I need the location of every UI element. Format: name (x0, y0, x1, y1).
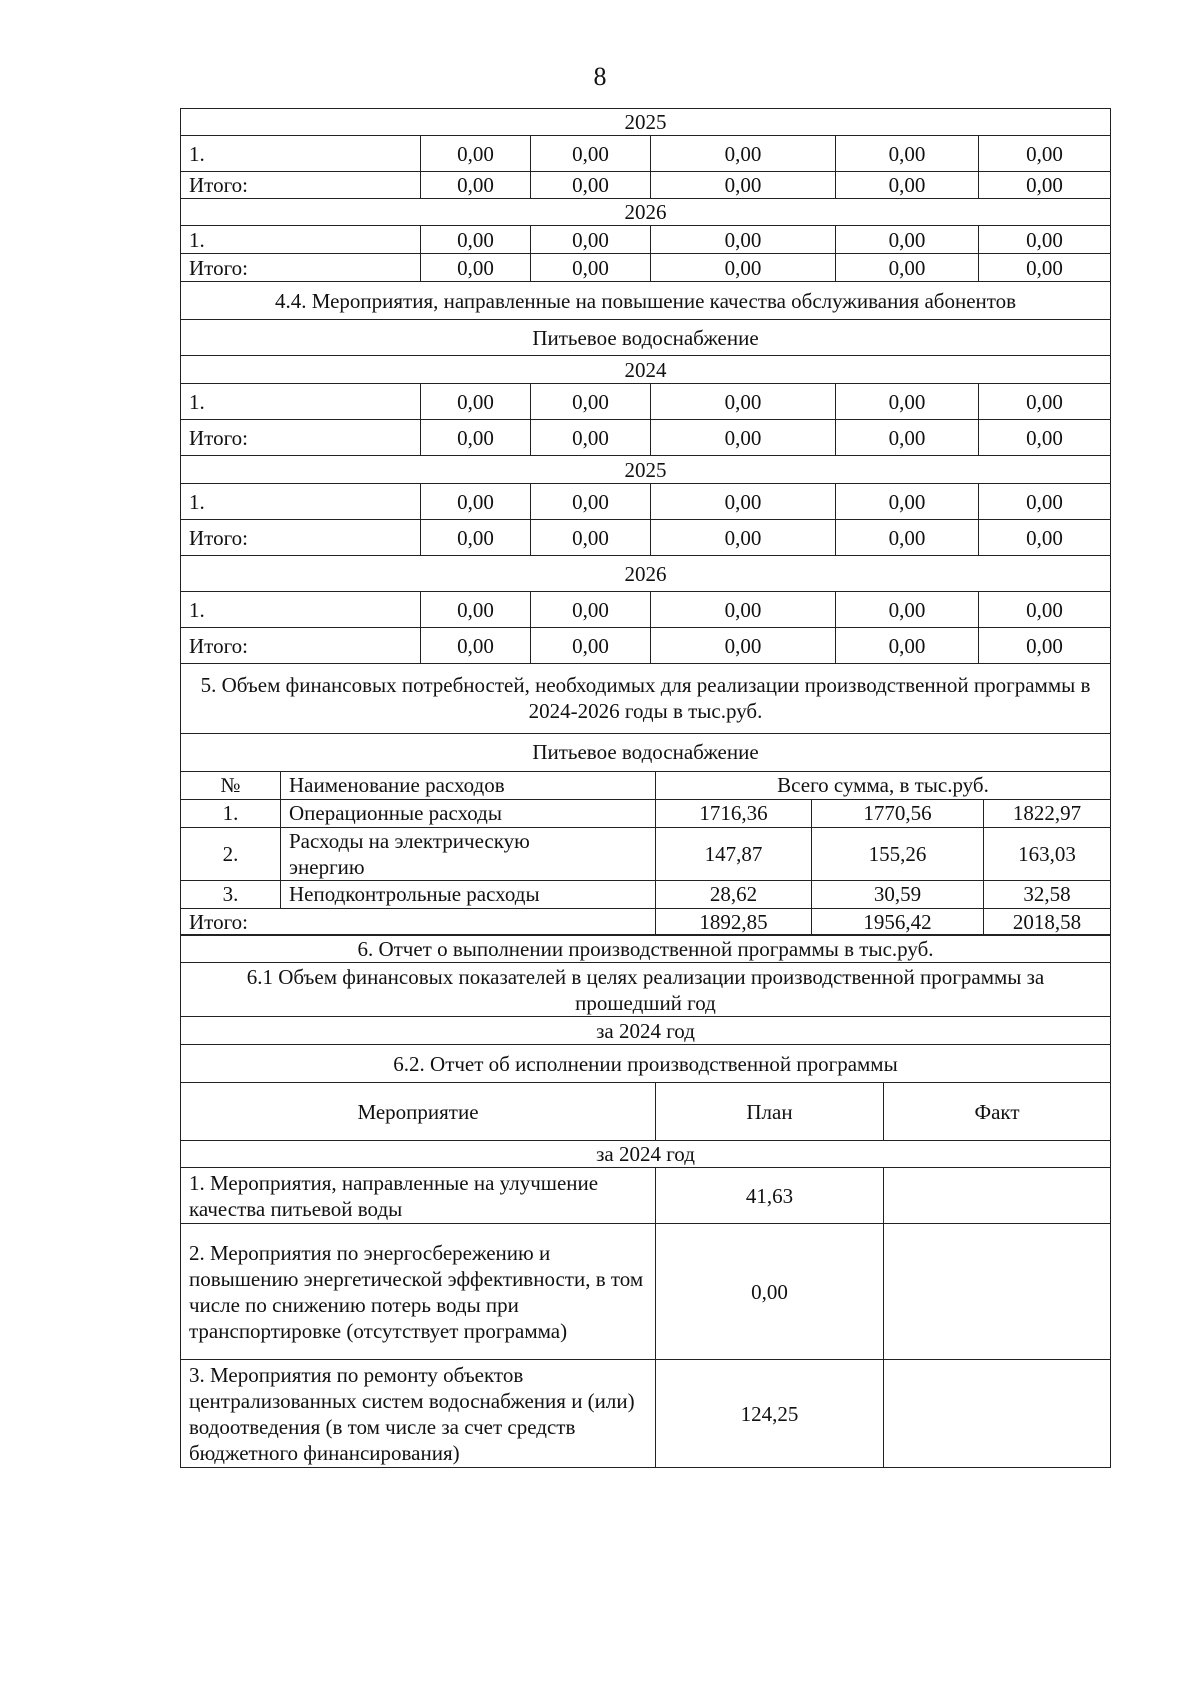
total-value-2024: 1892,85 (656, 908, 812, 935)
value-cell: 0,00 (836, 420, 979, 456)
value-cell: 0,00 (836, 384, 979, 420)
value-cell: 0,00 (421, 384, 531, 420)
value-cell: 0,00 (979, 254, 1111, 282)
value-cell: 0,00 (421, 136, 531, 172)
value-cell: 0,00 (651, 136, 836, 172)
value-cell: 0,00 (421, 172, 531, 199)
measure-name: 3. Мероприятия по ремонту объектов централизованных систем водоснабжения и (или) водоотведения (в том числе за счет средств бюджетного финансирования) (181, 1360, 656, 1468)
value-cell: 0,00 (979, 592, 1111, 628)
value-cell: 0,00 (421, 420, 531, 456)
year-heading: 2026 (181, 556, 1111, 592)
value-cell: 0,00 (651, 384, 836, 420)
value-cell: 0,00 (531, 628, 651, 664)
value-cell: 0,00 (836, 628, 979, 664)
item-number: 1. (181, 484, 421, 520)
value-cell: 0,00 (836, 254, 979, 282)
section-5-subtitle: Питьевое водоснабжение (181, 733, 1111, 771)
header-name: Наименование расходов (281, 771, 656, 799)
value-cell: 0,00 (531, 592, 651, 628)
header-measure: Мероприятие (181, 1083, 656, 1141)
value-cell: 0,00 (836, 484, 979, 520)
value-cell: 0,00 (836, 172, 979, 199)
total-value-2025: 1956,42 (812, 908, 984, 935)
section-6-1-year: за 2024 год (181, 1017, 1111, 1045)
item-number: 1. (181, 226, 421, 254)
value-cell: 0,00 (836, 136, 979, 172)
header-num: № (181, 771, 281, 799)
total-label: Итого: (181, 420, 421, 456)
year-heading: 2025 (181, 109, 1111, 136)
row-value-2024: 147,87 (656, 827, 812, 880)
value-cell: 0,00 (836, 520, 979, 556)
section-4-4-subtitle: Питьевое водоснабжение (181, 320, 1111, 356)
total-value-2026: 2018,58 (984, 908, 1111, 935)
value-cell: 0,00 (421, 520, 531, 556)
row-value-2025: 155,26 (812, 827, 984, 880)
table-section-6 (180, 934, 1111, 1468)
row-value-2025: 30,59 (812, 880, 984, 908)
value-cell: 0,00 (531, 420, 651, 456)
total-label: Итого: (181, 628, 421, 664)
measure-name: 2. Мероприятия по энергосбережению и повышению энергетической эффективности, в том числе по снижению потерь воды при транспортировке (отсутствует программа) (181, 1224, 656, 1360)
value-cell: 0,00 (531, 254, 651, 282)
value-cell: 0,00 (651, 254, 836, 282)
row-value-2025: 1770,56 (812, 799, 984, 827)
value-cell: 0,00 (421, 226, 531, 254)
value-cell: 0,00 (979, 384, 1111, 420)
value-cell: 0,00 (421, 628, 531, 664)
item-number: 1. (181, 384, 421, 420)
total-label: Итого: (181, 172, 421, 199)
row-value-2026: 163,03 (984, 827, 1111, 880)
fact-value (884, 1168, 1111, 1224)
plan-value: 124,25 (656, 1360, 884, 1468)
row-value-2026: 1822,97 (984, 799, 1111, 827)
section-4-4-title: 4.4. Мероприятия, направленные на повышение качества обслуживания абонентов (181, 282, 1111, 320)
section-6-2-year: за 2024 год (181, 1141, 1111, 1168)
value-cell: 0,00 (531, 484, 651, 520)
section-6-1-title: 6.1 Объем финансовых показателей в целях реализации производственной программы за прошедший год (181, 963, 1111, 1017)
value-cell: 0,00 (651, 226, 836, 254)
value-cell: 0,00 (979, 226, 1111, 254)
row-num: 1. (181, 799, 281, 827)
item-number: 1. (181, 136, 421, 172)
plan-value: 0,00 (656, 1224, 884, 1360)
section-6-2-title: 6.2. Отчет об исполнении производственной программы (181, 1045, 1111, 1083)
table-section-5 (180, 663, 1111, 936)
measure-name: 1. Мероприятия, направленные на улучшение качества питьевой воды (181, 1168, 656, 1224)
year-heading: 2024 (181, 356, 1111, 384)
value-cell: 0,00 (651, 520, 836, 556)
total-label: Итого: (181, 908, 656, 935)
value-cell: 0,00 (651, 592, 836, 628)
row-num: 3. (181, 880, 281, 908)
row-value-2024: 1716,36 (656, 799, 812, 827)
value-cell: 0,00 (979, 484, 1111, 520)
value-cell: 0,00 (651, 172, 836, 199)
year-heading: 2026 (181, 199, 1111, 226)
row-name: Операционные расходы (281, 799, 656, 827)
value-cell: 0,00 (531, 226, 651, 254)
fact-value (884, 1360, 1111, 1468)
value-cell: 0,00 (979, 420, 1111, 456)
row-name: Расходы на электрическую энергию (281, 827, 656, 880)
value-cell: 0,00 (421, 484, 531, 520)
table-block-a (180, 108, 1111, 664)
value-cell: 0,00 (531, 384, 651, 420)
value-cell: 0,00 (531, 520, 651, 556)
value-cell: 0,00 (421, 592, 531, 628)
header-plan: План (656, 1083, 884, 1141)
plan-value: 41,63 (656, 1168, 884, 1224)
row-name: Неподконтрольные расходы (281, 880, 656, 908)
value-cell: 0,00 (651, 628, 836, 664)
value-cell: 0,00 (979, 520, 1111, 556)
total-label: Итого: (181, 520, 421, 556)
section-5-title: 5. Объем финансовых потребностей, необходимых для реализации производственной программы в 2024-2026 годы в тыс.руб. (181, 663, 1111, 733)
value-cell: 0,00 (421, 254, 531, 282)
header-total-sum: Всего сумма, в тыс.руб. (656, 771, 1111, 799)
value-cell: 0,00 (979, 628, 1111, 664)
value-cell: 0,00 (531, 172, 651, 199)
value-cell: 0,00 (651, 484, 836, 520)
fact-value (884, 1224, 1111, 1360)
row-value-2026: 32,58 (984, 880, 1111, 908)
document-table-frame (180, 108, 1110, 1468)
value-cell: 0,00 (836, 226, 979, 254)
row-num: 2. (181, 827, 281, 880)
header-fact: Факт (884, 1083, 1111, 1141)
value-cell: 0,00 (979, 172, 1111, 199)
value-cell: 0,00 (651, 420, 836, 456)
value-cell: 0,00 (531, 136, 651, 172)
section-6-title: 6. Отчет о выполнении производственной программы в тыс.руб. (181, 935, 1111, 963)
year-heading: 2025 (181, 456, 1111, 484)
page-number: 8 (593, 62, 607, 91)
item-number: 1. (181, 592, 421, 628)
total-label: Итого: (181, 254, 421, 282)
value-cell: 0,00 (979, 136, 1111, 172)
value-cell: 0,00 (836, 592, 979, 628)
row-value-2024: 28,62 (656, 880, 812, 908)
